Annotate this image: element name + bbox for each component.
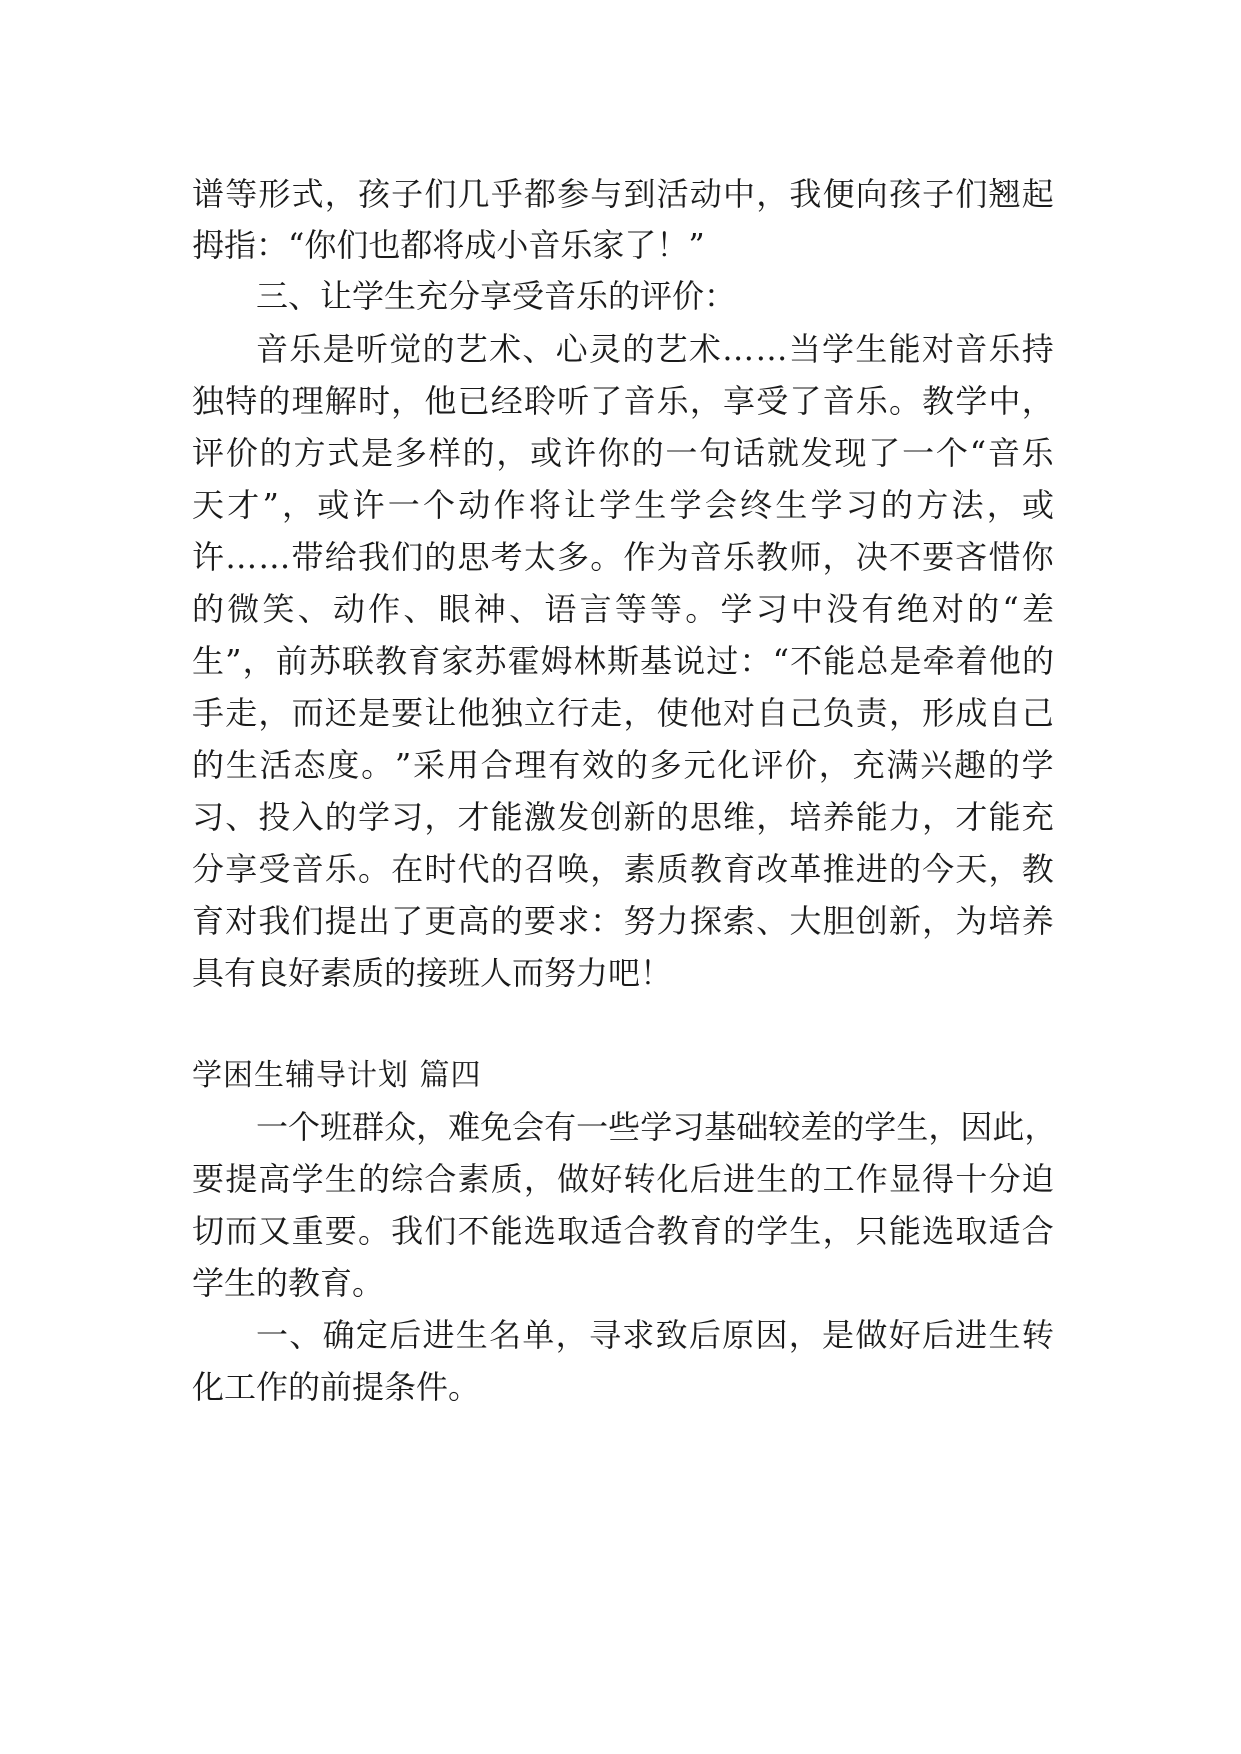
paragraph-line: 一 个 班 群 众 ， 难 免 会 有 一 些 学 习 基 础 较 差 的 学 生 ， 因 此 ， (256, 1108, 1057, 1146)
paragraph-line: 的 生 活 态 度 。 ” 采 用 合 理 有 效 的 多 元 化 评 价 ， 充 满 兴 趣 的 学 (192, 746, 1054, 784)
paragraph-line: 天 才 ” ， 或 许 一 个 动 作 将 让 学 生 学 会 终 生 学 习 的 方 法 ， 或 (192, 486, 1054, 524)
paragraph-line: 分 享 受 音 乐 。 在 时 代 的 召 唤 ， 素 质 教 育 改 革 推 进 的 今 天 ， 教 (192, 850, 1054, 888)
paragraph-line: 拇指：“你们也都将成小音乐家了！” (192, 226, 705, 264)
paragraph-line: 音 乐 是 听 觉 的 艺 术 、 心 灵 的 艺 术 … … 当 学 生 能 对 音 乐 持 (256, 330, 1054, 368)
paragraph-line: 习 、 投 入 的 学 习 ， 才 能 激 发 创 新 的 思 维 ， 培 养 能 力 ， 才 能 充 (192, 798, 1054, 836)
paragraph-line: 谱 等 形 式 ， 孩 子 们 几 乎 都 参 与 到 活 动 中 ， 我 便 向 孩 子 们 翘 起 (192, 175, 1054, 213)
paragraph-line: 学生的教育。 (192, 1264, 385, 1302)
paragraph-line: 三、让学生充分享受音乐的评价： (256, 277, 737, 315)
paragraph-line: 许 … … 带 给 我 们 的 思 考 太 多 。 作 为 音 乐 教 师 ， 决 不 要 吝 惜 你 (192, 538, 1054, 576)
paragraph-line: 生 ” ， 前 苏 联 教 育 家 苏 霍 姆 林 斯 基 说 过 ： “ 不 能 总 是 牵 着 他 的 (192, 642, 1054, 680)
paragraph-line: 的 微 笑 、 动 作 、 眼 神 、 语 言 等 等 。 学 习 中 没 有 绝 对 的 “ 差 (192, 590, 1054, 628)
paragraph-line: 一 、 确 定 后 进 生 名 单 ， 寻 求 致 后 原 因 ， 是 做 好 后 进 生 转 (256, 1316, 1054, 1354)
section-heading: 学困生辅导计划 篇四 (192, 1058, 482, 1093)
paragraph-line: 要 提 高 学 生 的 综 合 素 质 ， 做 好 转 化 后 进 生 的 工 作 显 得 十 分 迫 (192, 1160, 1054, 1198)
paragraph-line: 切 而 又 重 要 。 我 们 不 能 选 取 适 合 教 育 的 学 生 ， 只 能 选 取 适 合 (192, 1212, 1054, 1250)
paragraph-line: 独 特 的 理 解 时 ， 他 已 经 聆 听 了 音 乐 ， 享 受 了 音 乐 。 教 学 中 ， (192, 382, 1054, 420)
paragraph-line: 具有良好素质的接班人而努力吧！ (192, 954, 673, 992)
paragraph-line: 评 价 的 方 式 是 多 样 的 ， 或 许 你 的 一 句 话 就 发 现 了 一 个 “ 音 乐 (192, 434, 1054, 472)
paragraph-line: 育 对 我 们 提 出 了 更 高 的 要 求 ： 努 力 探 索 、 大 胆 创 新 ， 为 培 养 (192, 902, 1054, 940)
paragraph-line: 手 走 ， 而 还 是 要 让 他 独 立 行 走 ， 使 他 对 自 己 负 责 ， 形 成 自 己 (192, 694, 1054, 732)
paragraph-line: 化工作的前提条件。 (192, 1368, 481, 1406)
